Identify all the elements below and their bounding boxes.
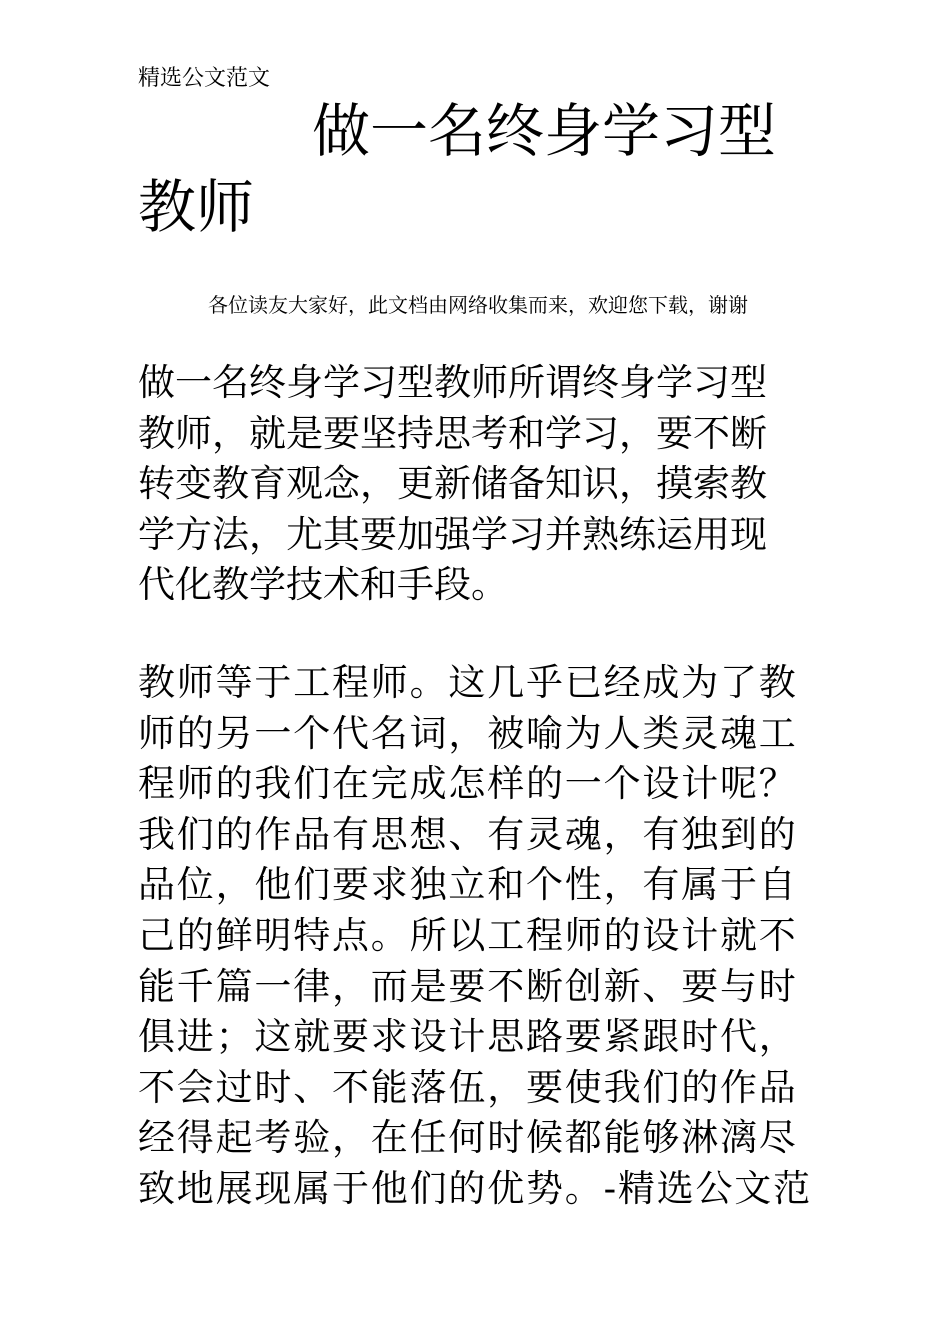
paragraph-line: 程师的我们在完成怎样的一个设计呢？ [138, 762, 798, 806]
paragraph-line: 俱进；这就要求设计思路要紧跟时代， [138, 1015, 798, 1059]
paragraph-line: 做一名终身学习型教师所谓终身学习型 [138, 361, 767, 404]
paragraph-line: 代化教学技术和手段。 [138, 563, 508, 607]
paragraph-line: 教师等于工程师。这几乎已经成为了教 [138, 661, 798, 704]
greeting-note: 各位读友大家好，此文档由网络收集而来，欢迎您下载，谢谢 [208, 293, 748, 317]
paragraph-line: 己的鲜明特点。所以工程师的设计就不 [138, 913, 798, 957]
paragraph-1 [138, 358, 767, 611]
paragraph-line: 不会过时、不能落伍，要使我们的作品 [138, 1065, 798, 1109]
paragraph-2 [138, 658, 812, 1215]
document-title-line-1: 做一名终身学习型 [312, 97, 777, 165]
paragraph-line: 经得起考验，在任何时候都能够淋漓尽 [138, 1116, 798, 1160]
header-label: 精选公文范文 [138, 66, 271, 91]
paragraph-line: 转变教育观念，更新储备知识，摸索教 [138, 462, 767, 506]
paragraph-line: 教师，就是要坚持思考和学习，要不断 [138, 411, 767, 455]
paragraph-line: 我们的作品有思想、有灵魂，有独到的 [138, 812, 798, 856]
paragraph-line: 学方法，尤其要加强学习并熟练运用现 [138, 512, 767, 556]
paragraph-line: 师的另一个代名词，被喻为人类灵魂工 [138, 711, 798, 755]
paragraph-line: 能千篇一律，而是要不断创新、要与时 [138, 964, 798, 1008]
document-title-line-2: 教师 [138, 173, 255, 241]
paragraph-line: 致地展现属于他们的优势。-精选公文范 [138, 1166, 812, 1210]
paragraph-line: 品位，他们要求独立和个性，有属于自 [138, 863, 798, 907]
